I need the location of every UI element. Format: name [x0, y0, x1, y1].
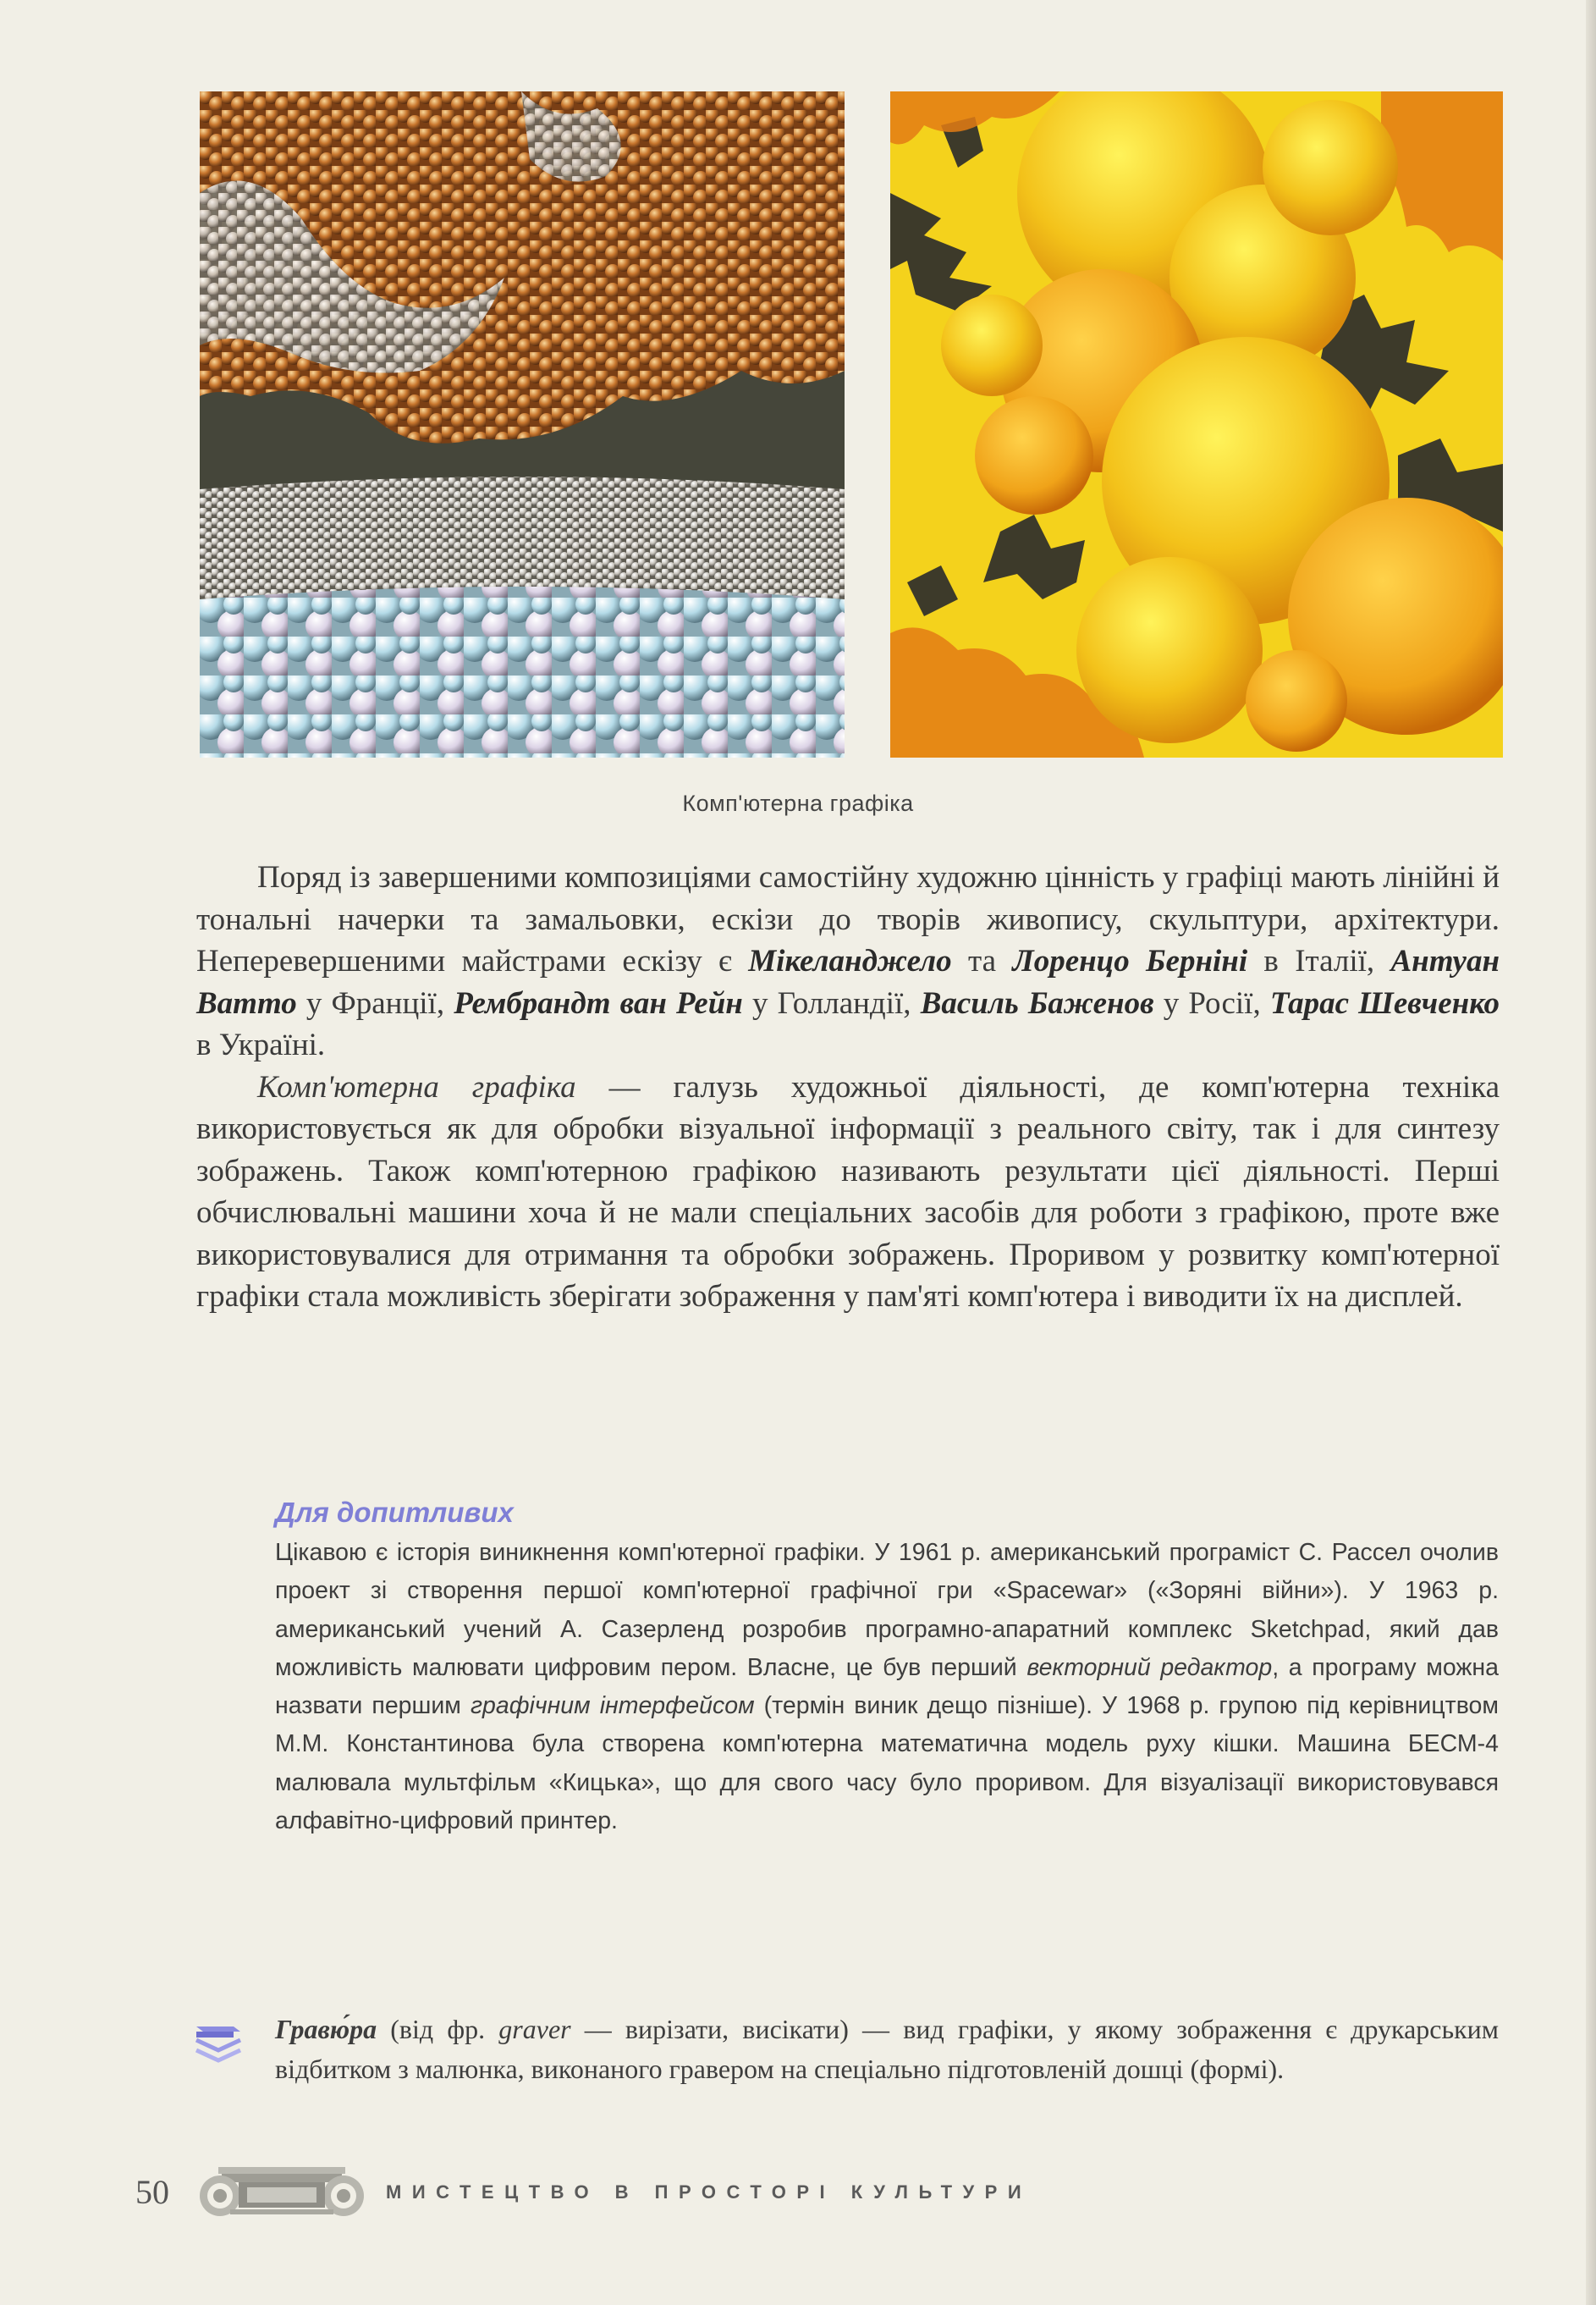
artist-name: Мікеланджело [748, 944, 952, 979]
paragraph-text: в Італії, [1247, 944, 1391, 979]
paragraph-text: в Україні. [196, 1028, 326, 1062]
french-word: graver [498, 2014, 571, 2044]
definition-text: — вирізати, висікати) — вид графіки, у якому зображення є друкарським відбитком з малюнка, виконаного гравером на спеціально підготовленій дошці (формі). [275, 2014, 1500, 2084]
paragraph-text: у Росії, [1153, 985, 1270, 1021]
paragraph-sketches [196, 857, 1500, 1067]
for-the-curious-box [275, 1497, 1499, 1840]
curious-text: , а програму можна назвати першим [275, 1653, 1500, 1720]
paragraph-text: — галузь художньої діяльності, де комп'ютерна техніка використовується як для обробки візуальної інформації з реального світу, так і для синтезу зображень. Також комп'ютерною графікою називають результати цієї діяльності. Перші обчислювальні машини хоча й не мали спеціальних засобів для роботи з графікою, проте вже використовувалися для отримання та обробки зображень. Проривом у розвитку комп'ютерної графіки стала можливість зберігати зображення у пам'яті комп'ютера і виводити їх на дисплей. [196, 1069, 1500, 1314]
artist-name: Антуан Ватто [196, 944, 1500, 1021]
artist-name: Тарас Шевченко [1269, 985, 1500, 1021]
term-vector-editor: векторний редактор [1026, 1653, 1273, 1681]
artist-name: Василь Баженов [920, 985, 1154, 1021]
book-stack-icon [193, 2021, 245, 2069]
paragraph-text: та [951, 944, 1013, 979]
computer-graphics-molecules-image [200, 91, 845, 758]
molecules-illustration [200, 91, 845, 758]
figure-caption: Комп'ютерна графіка [682, 791, 914, 816]
artist-name: Рембрандт ван Рейн [454, 985, 743, 1021]
term-engraving: Гравю́ра [275, 2014, 377, 2044]
fractal-illustration [890, 91, 1503, 758]
paragraph-text: у Франції, [296, 985, 454, 1021]
main-text [196, 857, 1500, 1318]
ionic-column-ornament-icon [193, 2164, 371, 2218]
artist-name: Лоренцо Берніні [1012, 944, 1248, 979]
page-edge [1586, 0, 1596, 2305]
term-graphical-interface: графічним інтерфейсом [470, 1692, 755, 1720]
page-number: 50 [135, 2173, 169, 2211]
for-the-curious-title: Для допитливих [275, 1497, 514, 1528]
running-title: МИСТЕЦТВО В ПРОСТОРІ КУЛЬТУРИ [386, 2181, 1032, 2203]
engraving-definition [275, 2010, 1499, 2089]
paragraph-text: у Голландії, [742, 985, 921, 1021]
curious-text: (термін виник дещо пізніше). У 1968 р. групою під керівництвом М.М. Константинова була створена комп'ютерна математична модель руху кішки. Машина БЕСМ-4 малювала мультфільм «Кицька», що для свого часу було проривом. Для візуалізації використовувався алфавітно-цифровий принтер. [275, 1692, 1499, 1835]
paragraph-text: Поряд із завершеними композиціями самостійну художню цінність у графіці мають лінійні й тональні начерки та замальовки, ескізи до творів живопису, скульптури, архітектури. Неперевершеними майстрами ескізу є [196, 860, 1500, 979]
for-the-curious-text [275, 1534, 1499, 1840]
paragraph-computer-graphics [196, 1067, 1500, 1318]
definition-text: (від фр. [377, 2014, 499, 2044]
term-computer-graphics: Комп'ютерна графіка [257, 1069, 576, 1105]
curious-text: Цікавою є історія виникнення комп'ютерної графіки. У 1961 р. американський програміст С. Рассел очолив проект зі створення першої комп'ютерної графічної гри «Spacewar» («Зоряні війни»). У 1963 р. американський учений А. Сазерленд розробив програмно-апаратний комплекс Sketchpad, який дав можливість малювати цифровим пером. Власне, це був перший [275, 1539, 1499, 1681]
computer-graphics-fractal-image [890, 91, 1503, 758]
